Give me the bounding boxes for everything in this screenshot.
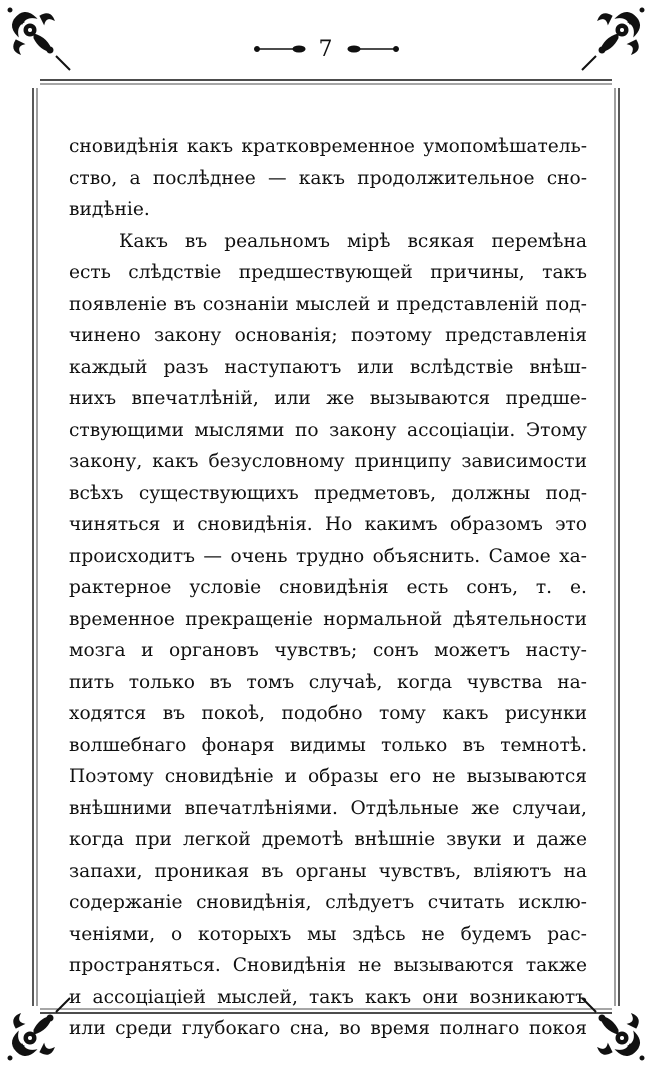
word: рас-	[547, 923, 587, 945]
word: вызываются	[393, 955, 514, 976]
word: кратковременное	[241, 136, 415, 157]
word: появленіе	[69, 293, 167, 315]
word: мыслей,	[217, 986, 298, 1008]
word: дѣятельности	[452, 608, 587, 630]
word: продолжительное	[357, 167, 535, 189]
word: по	[294, 419, 319, 441]
word: дремотѣ	[261, 829, 344, 850]
word: реальномъ	[224, 230, 330, 252]
text-line	[69, 226, 587, 258]
word: содержаніе	[69, 892, 183, 913]
word: предшествующей	[238, 262, 413, 283]
word: а	[129, 167, 141, 189]
word: Какъ	[119, 230, 168, 252]
word: покоѣ,	[201, 703, 266, 724]
word: слѣдствіе	[128, 262, 222, 283]
word: они	[422, 986, 459, 1008]
word: вліяютъ	[473, 860, 552, 882]
word: должны	[451, 482, 531, 504]
word: не	[358, 955, 382, 976]
word: возникаютъ	[469, 986, 587, 1008]
word: считать	[427, 892, 505, 913]
word: даже	[536, 829, 587, 850]
word: запахи,	[69, 860, 143, 882]
word: и	[377, 293, 390, 315]
word: сновидѣнія,	[196, 892, 312, 913]
word: глубокаго	[181, 1018, 281, 1039]
word: во	[339, 1018, 361, 1039]
word: будемъ	[460, 923, 532, 945]
text-line	[69, 289, 587, 321]
word: какъ	[364, 986, 412, 1008]
word: какъ	[152, 451, 199, 472]
word: случаѣ,	[308, 671, 383, 693]
word: —	[203, 545, 223, 567]
word: въ	[173, 293, 197, 315]
word: Но	[324, 514, 353, 535]
word: только	[128, 671, 195, 693]
text-line	[69, 730, 587, 762]
text-line	[69, 919, 587, 951]
word: органы	[295, 860, 367, 882]
text-line	[69, 1013, 587, 1045]
word: мозга	[69, 640, 126, 661]
word: исклю-	[518, 892, 587, 913]
word: въ	[209, 671, 232, 693]
word: сновидѣніе	[164, 766, 274, 787]
word: видимы	[289, 734, 366, 756]
word: предметовъ,	[314, 482, 437, 504]
text-line	[69, 194, 587, 226]
word: принципу	[354, 451, 452, 472]
word: чувствъ,	[378, 860, 462, 882]
word: существующихъ	[138, 482, 299, 504]
word: которыхъ	[197, 923, 292, 945]
word: чувствъ;	[274, 640, 358, 661]
word: или	[274, 388, 311, 409]
word: среди	[115, 1018, 173, 1039]
word: какъ	[442, 703, 489, 724]
word: не	[432, 766, 456, 787]
word: мыслей	[295, 293, 371, 315]
word: послѣднее	[152, 167, 256, 189]
word: прекращеніе	[185, 608, 313, 630]
word: закону	[329, 419, 397, 441]
word: нихъ	[69, 388, 117, 409]
word: наступаютъ	[224, 356, 342, 378]
word: это	[555, 514, 587, 535]
word: органовъ	[169, 640, 259, 661]
body-text	[69, 131, 587, 1045]
word: о	[170, 923, 183, 945]
word: каждый	[69, 356, 148, 378]
word: Сновидѣнія	[232, 955, 347, 976]
text-line	[69, 635, 587, 667]
word: вслѣдствіе	[409, 356, 514, 378]
word: временное	[69, 608, 175, 630]
word: впечатлѣній,	[131, 388, 259, 409]
word: и	[141, 640, 154, 661]
word: когда	[69, 829, 125, 850]
word: перемѣна	[491, 230, 587, 252]
word: есть	[406, 577, 449, 598]
word: волшебнаго	[69, 734, 187, 756]
word: поэтому	[350, 325, 432, 346]
word: въ	[162, 703, 186, 724]
word: ассоціаціей	[92, 986, 206, 1008]
word: также	[525, 955, 587, 976]
word: основанія;	[234, 325, 338, 346]
word: внѣш-	[529, 356, 587, 378]
corner-ornament-icon	[0, 994, 74, 1068]
word: и	[512, 829, 526, 850]
word: въ	[462, 734, 485, 756]
text-line	[69, 856, 587, 888]
word: темнотѣ.	[500, 734, 587, 756]
word: пространяться.	[69, 955, 221, 976]
word: сновидѣнія.	[197, 514, 313, 535]
word: какъ	[298, 167, 345, 189]
word: чинено	[69, 325, 141, 346]
word: полнаго	[439, 1018, 520, 1039]
text-line	[69, 982, 587, 1014]
word: мірѣ	[346, 230, 391, 252]
word: не	[421, 923, 445, 945]
word: предше-	[505, 388, 587, 409]
word: мы	[307, 923, 337, 945]
word: рисунки	[504, 703, 587, 724]
word: или	[357, 356, 394, 378]
text-line	[69, 131, 587, 163]
word: при	[135, 829, 172, 850]
text-line	[69, 320, 587, 352]
word: образы	[307, 766, 379, 787]
word: томъ	[246, 671, 295, 693]
word: разъ	[163, 356, 209, 378]
word: умопомѣшатель-	[423, 136, 587, 157]
word: пить	[69, 671, 115, 693]
text-line	[69, 415, 587, 447]
word: Поэтому	[69, 766, 154, 787]
word: сновидѣнія	[279, 577, 389, 598]
word: представленій	[396, 293, 539, 315]
word: здѣсь	[352, 923, 406, 945]
text-line	[69, 950, 587, 982]
text-line	[69, 509, 587, 541]
word: под-	[545, 482, 587, 504]
word: рактерное	[69, 577, 172, 598]
word: внѣшними	[69, 797, 173, 819]
word: ха-	[559, 545, 587, 567]
word: Самое	[488, 545, 551, 567]
word: въ	[261, 860, 284, 882]
word: безусловному	[208, 451, 345, 472]
word: проникая	[154, 860, 250, 882]
text-line	[69, 793, 587, 825]
left-flourish-icon	[253, 42, 309, 56]
word: е.	[570, 577, 587, 598]
word: Отдѣльные	[350, 797, 459, 819]
word: и	[69, 986, 82, 1008]
word: впечатлѣніями.	[184, 797, 338, 819]
word: т.	[535, 577, 553, 598]
word: сновидѣнія	[69, 136, 179, 157]
text-line	[69, 478, 587, 510]
word: вызываются	[369, 388, 491, 409]
word: легкой	[182, 829, 251, 850]
text-line	[69, 667, 587, 699]
text-line	[69, 604, 587, 636]
word: покоя	[528, 1018, 587, 1039]
word: условіе	[189, 577, 262, 598]
word: видѣніе.	[69, 199, 150, 220]
word: зависимости	[461, 451, 587, 472]
word: образомъ	[449, 514, 543, 535]
word: фонаря	[201, 734, 275, 756]
page-number: 7	[318, 36, 334, 62]
text-line	[69, 824, 587, 856]
word: же	[471, 797, 500, 819]
word: такъ	[308, 986, 354, 1008]
word: ство,	[69, 167, 118, 189]
word: мыслями	[194, 419, 285, 441]
word: ассоціаціи.	[407, 419, 516, 441]
text-line	[69, 257, 587, 289]
word: только	[381, 734, 448, 756]
text-line	[69, 698, 587, 730]
word: какъ	[186, 136, 234, 157]
word: сонъ,	[466, 577, 518, 598]
text-line	[69, 761, 587, 793]
word: представленія	[445, 325, 587, 346]
word: есть	[69, 262, 111, 283]
word: закону	[153, 325, 222, 346]
word: всякая	[407, 230, 475, 252]
word: под-	[545, 293, 587, 315]
word: насту-	[525, 640, 587, 661]
word: сна,	[289, 1018, 330, 1039]
word: сонъ	[372, 640, 419, 661]
word: на	[563, 860, 587, 882]
word: и	[172, 514, 185, 535]
word: происходитъ	[69, 545, 195, 567]
word: такъ	[542, 262, 587, 283]
word: въ	[184, 230, 208, 252]
right-flourish-icon	[344, 42, 400, 56]
word: чиняться	[69, 514, 161, 535]
word: и	[284, 766, 297, 787]
word: когда	[397, 671, 453, 693]
word: внѣшніе	[354, 829, 436, 850]
word: или	[69, 1018, 106, 1039]
word: всѣхъ	[69, 482, 124, 504]
word: чувства	[466, 671, 543, 693]
word: на-	[557, 671, 587, 693]
word: звуки	[446, 829, 502, 850]
word: очень	[230, 545, 288, 567]
corner-ornament-icon	[578, 994, 652, 1068]
page-header	[0, 34, 652, 64]
word: —	[267, 167, 287, 189]
text-line	[69, 383, 587, 415]
word: его	[389, 766, 422, 787]
word: слѣдуетъ	[325, 892, 415, 913]
word: сознаніи	[202, 293, 289, 315]
word: трудно	[296, 545, 365, 567]
text-line	[69, 352, 587, 384]
word: ствующими	[69, 419, 184, 441]
word: подобно	[281, 703, 363, 724]
word: тому	[378, 703, 426, 724]
word: нормальной	[323, 608, 443, 630]
text-line	[69, 887, 587, 919]
text-line	[69, 163, 587, 195]
word: случаи,	[512, 797, 587, 819]
word: время	[370, 1018, 430, 1039]
word: же	[326, 388, 355, 409]
word: какимъ	[364, 514, 438, 535]
word: Этому	[525, 419, 587, 441]
word: ченіями,	[69, 923, 156, 945]
word: можетъ	[434, 640, 511, 661]
text-line	[69, 572, 587, 604]
word: вызываются	[466, 766, 587, 787]
word: причины,	[430, 262, 525, 283]
text-line	[69, 541, 587, 573]
word: закону,	[69, 451, 143, 472]
text-line	[69, 446, 587, 478]
word: сно-	[546, 167, 587, 189]
word: объяснить.	[372, 545, 481, 567]
word: ходятся	[69, 703, 147, 724]
